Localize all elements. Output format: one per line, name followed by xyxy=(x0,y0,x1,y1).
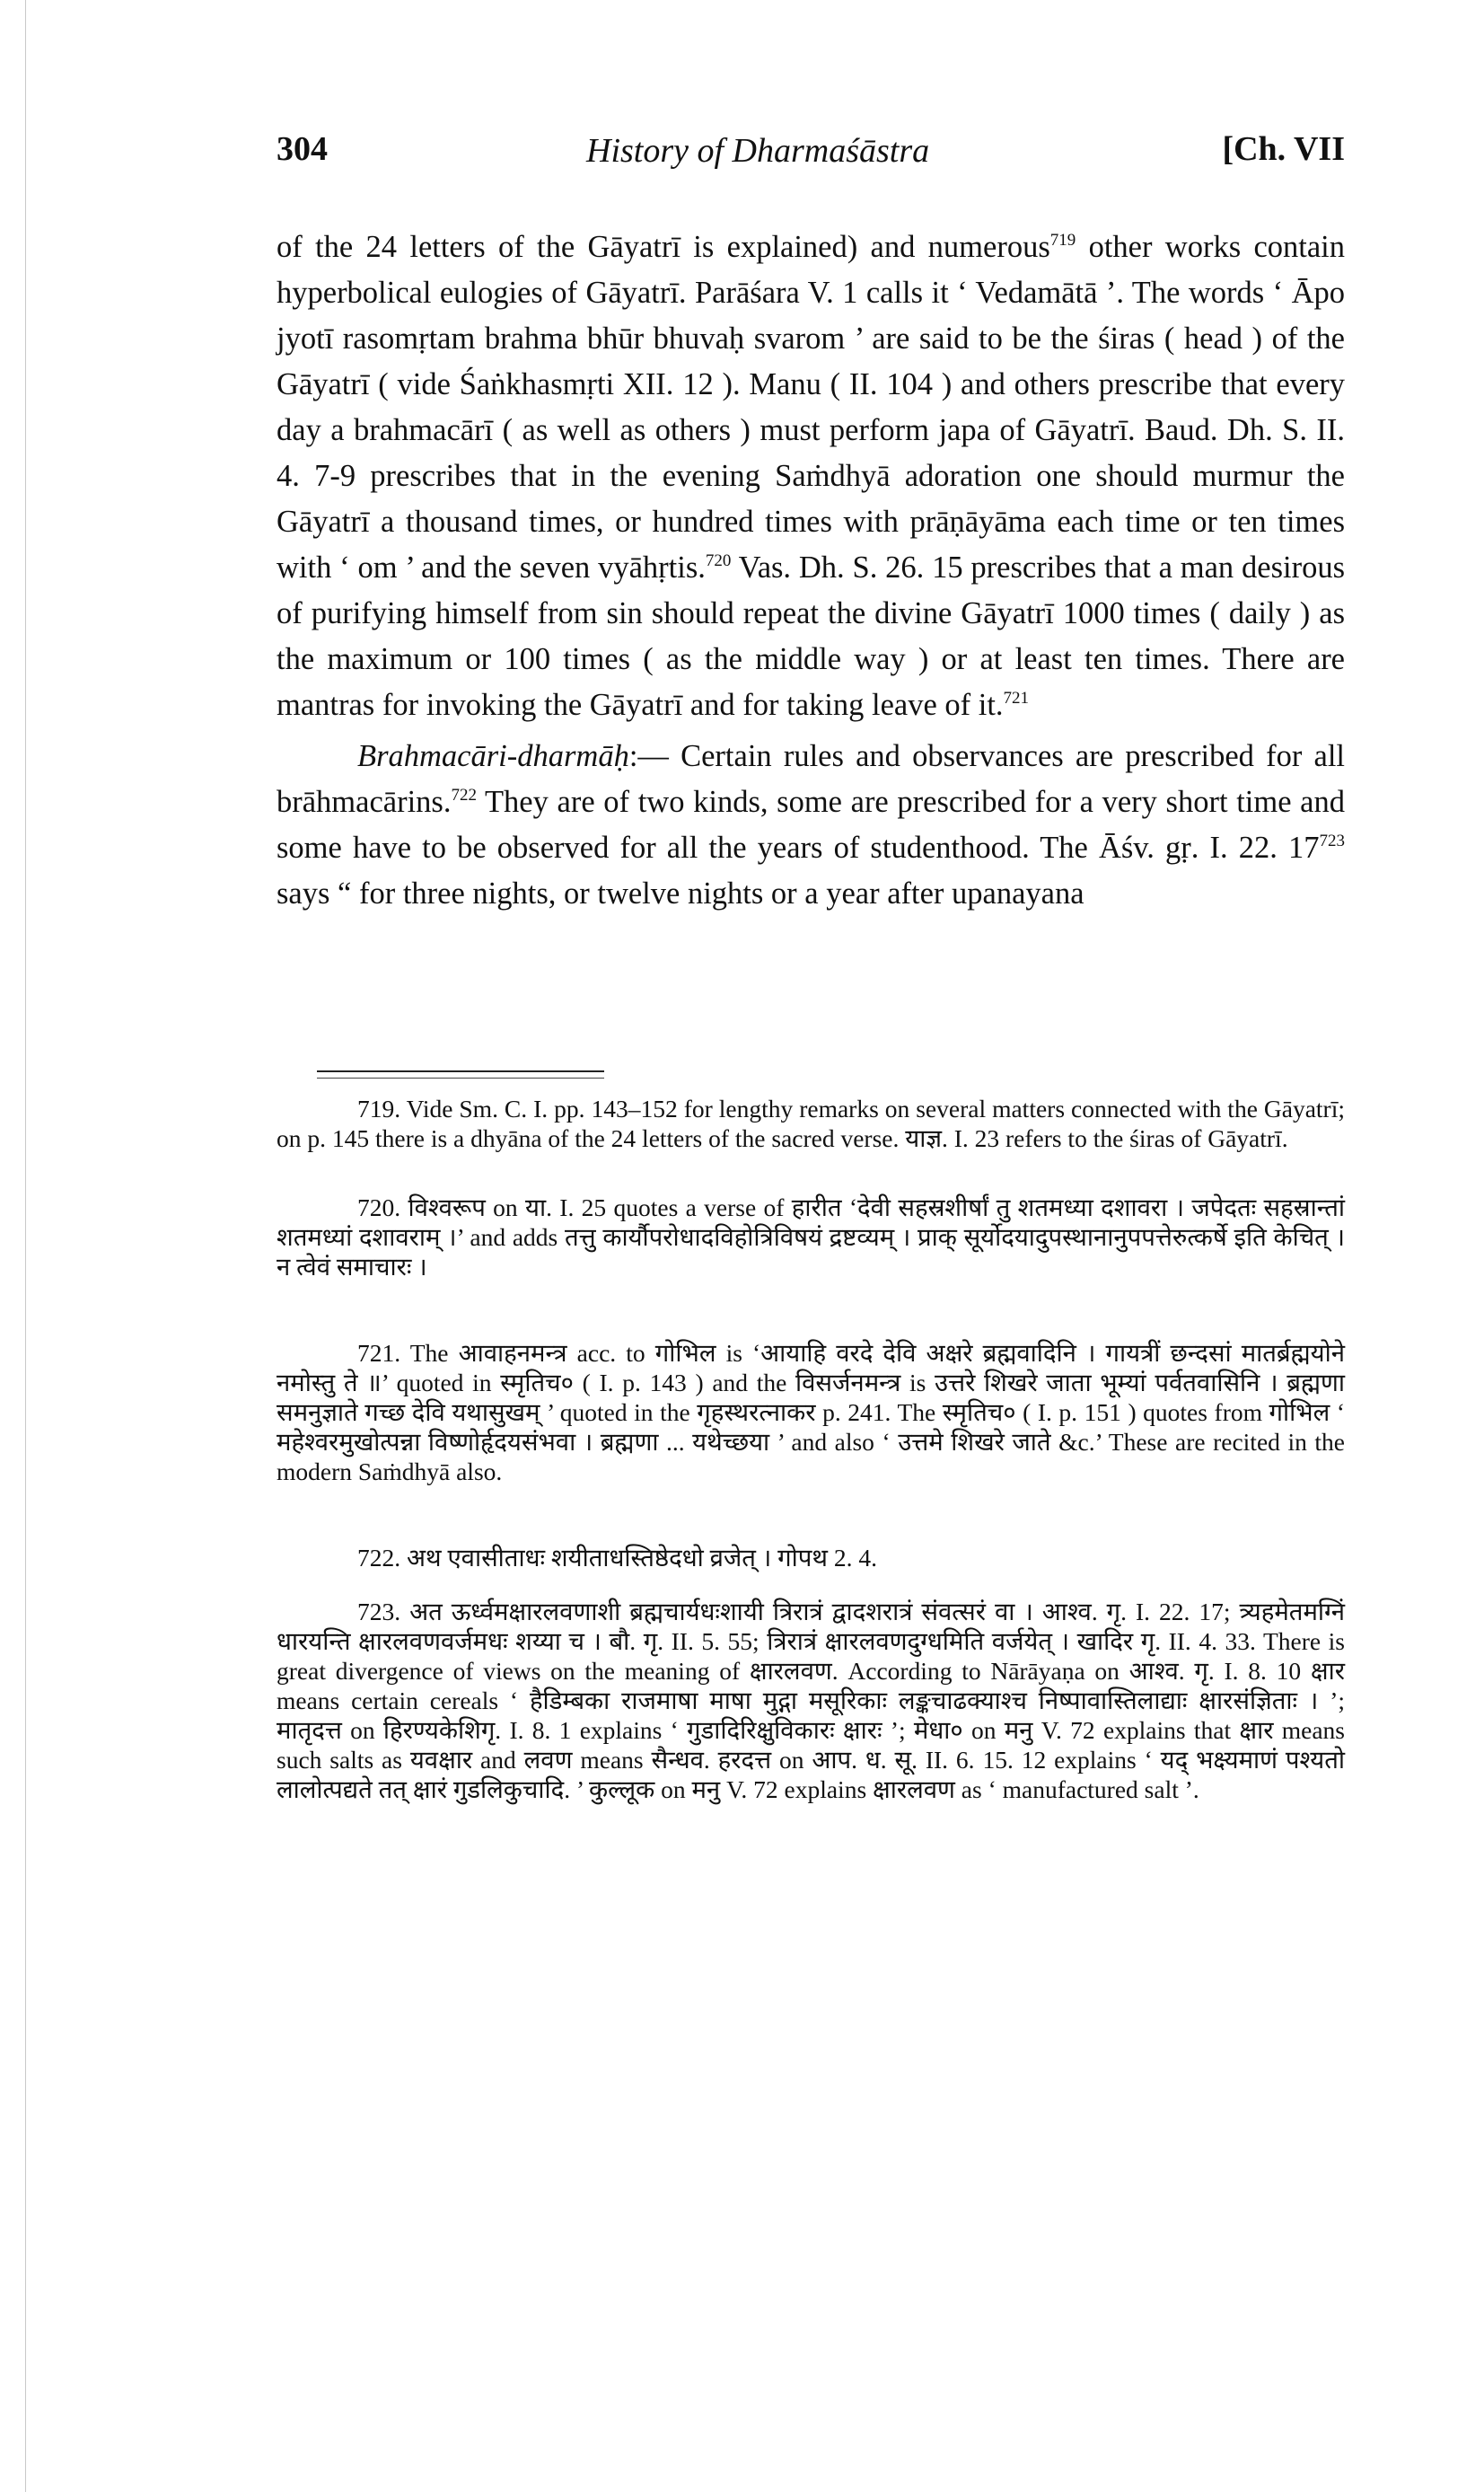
footnote-ref: 723 xyxy=(1319,832,1345,850)
footnote-number: 721. xyxy=(357,1339,401,1367)
page-number: 304 xyxy=(277,130,328,168)
footnote-ref: 720 xyxy=(705,551,732,570)
paragraph-brahmacari xyxy=(277,734,1345,917)
paragraph-text: other works contain hyperbolical eulogies of Gāyatrī. Parāśara V. 1 calls it ‘ Vedamātā ’. The words ‘ Āpo jyotī rasomṛtam brahma bhūr bhuvaḥ svarom ’ are said to be the śiras ( head ) of the Gāyatrī ( vide Śaṅkhasmṛti XII. 12 ). Manu ( II. 104 ) and others prescribe that every day a brahmacārī ( as well as others ) must perform japa of Gāyatrī. Baud. Dh. S. II. 4. 7-9 prescribes that in the evening Saṁdhyā adoration one should murmur the Gāyatrī a thousand times, or hundred times with prāṇāyāma each time or ten times with ‘ om ’ and the seven vyāhṛtis. xyxy=(277,230,1345,585)
paragraph-text: :— Certain rules and observances are prescribed for all brāhmacārins. xyxy=(277,739,1345,819)
paragraph-text: They are of two kinds, some are prescribed for a very short time and some have to be observed for all the years of studenthood. The Āśv. gṛ. I. 22. 17 xyxy=(277,785,1345,865)
footnote-ref: 721 xyxy=(1003,689,1030,708)
footnote-ref: 722 xyxy=(451,786,477,805)
footnote-number: 723. xyxy=(357,1598,401,1625)
footnote-719 xyxy=(277,1094,1345,1153)
chapter-label: [Ch. VII xyxy=(1222,130,1345,168)
footnote-text: Vide Sm. C. I. pp. 143–152 for lengthy remarks on several matters connected with the Gāyatrī; on p. 145 there is a dhyāna of the 24 letters of the sacred verse. याज्ञ. I. 23 refers to the śiras of Gāyatrī. xyxy=(277,1095,1345,1152)
footnote-722 xyxy=(277,1543,1345,1572)
footnote-text: The आवाहनमन्त्र acc. to गोभिल is ‘आयाहि वरदे देवि अक्षरे ब्रह्मवादिनि । गायत्रीं छन्दसां मातर्ब्रह्मयोने नमोस्तु ते ॥’ quoted in स्मृतिच० ( I. p. 143 ) and the विसर्जनमन्त्र is उत्तरे शिखरे जाता भूम्यां पर्वतवासिनि । ब्रह्मणा समनुज्ञाते गच्छ देवि यथासुखम् ’ quoted in the गृहस्थरत्नाकर p. 241. The स्मृतिच० ( I. p. 151 ) quotes from गोभिल ‘ महेश्वरमुखोत्पन्ना विष्णोर्हृदयसंभवा । ब्रह्मणा ... यथेच्छया ’ and also ‘ उत्तमे शिखरे जाते &c.’ These are recited in the modern Saṁdhyā also. xyxy=(277,1339,1345,1485)
main-text xyxy=(277,225,1345,917)
footnote-separator xyxy=(317,1070,604,1072)
footnote-number: 722. xyxy=(357,1544,401,1572)
paragraph-gayatri xyxy=(277,225,1345,728)
page-edge-line xyxy=(25,0,26,2492)
footnote-721 xyxy=(277,1338,1345,1486)
section-heading: Brahmacāri-dharmāḥ xyxy=(357,739,629,773)
running-header xyxy=(277,129,1345,180)
footnote-number: 720. xyxy=(357,1193,401,1221)
footnote-720 xyxy=(277,1193,1345,1281)
paragraph-text: of the 24 letters of the Gāyatrī is explained) and numerous xyxy=(277,230,1050,264)
footnote-separator xyxy=(317,1078,604,1079)
paragraph-text: says “ for three nights, or twelve nights or a year after upanayana xyxy=(277,876,1084,911)
footnote-723 xyxy=(277,1597,1345,1804)
footnote-text: अत ऊर्ध्वमक्षारलवणाशी ब्रह्मचार्यधःशायी त्रिरात्रं द्वादशरात्रं संवत्सरं वा । आश्व. गृ. I. 22. 17; त्र्यहमेतमग्निं धारयन्ति क्षारलवणवर्जमधः शय्या च । बौ. गृ. II. 5. 55; त्रिरात्रं क्षारलवणदुग्धमिति वर्जयेत् । खादिर गृ. II. 4. 33. There is great divergence of views on the meaning of क्षारलवण. According to Nārāyaṇa on आश्व. गृ. I. 8. 10 क्षार means certain cereals ‘ हैडिम्बका राजमाषा माषा मुद्गा मसूरिकाः लङ्कचाढक्याश्च निष्पावास्तिलाद्याः क्षारसंज्ञिताः । ’; मातृदत्त on हिरण्यकेशिगृ. I. 8. 1 explains ‘ गुडादिरिक्षुविकारः क्षारः ’; मेधा० on मनु V. 72 explains that क्षार means such salts as यवक्षार and लवण means सैन्धव. हरदत्त on आप. ध. सू. II. 6. 15. 12 explains ‘ यद् भक्ष्यमाणं पश्यतो लालोत्पद्यते तत् क्षारं गुडलिकुचादि. ’ कुल्लूक on मनु V. 72 explains क्षारलवण as ‘ manufactured salt ’. xyxy=(277,1598,1346,1803)
footnote-text: अथ एवासीताधः शयीताधस्तिष्ठेदधो व्रजेत् । गोपथ 2. 4. xyxy=(407,1544,877,1572)
footnote-text: विश्वरूप on या. I. 25 quotes a verse of हारीत ‘देवी सहस्रशीर्षां तु शतमध्या दशावरा । जपेदतः सहस्रान्तां शतमध्यां दशावराम् ।’ and adds तत्तु कार्यौपरोधादविहोत्रिविषयं द्रष्टव्यम् । प्राक् सूर्योदयादुपस्थानानुपपत्तेरुत्कर्षे इति केचित् । न त्वेवं समाचारः । xyxy=(277,1193,1345,1281)
running-title: History of Dharmaśāstra xyxy=(586,132,930,170)
footnote-number: 719. xyxy=(357,1095,401,1123)
paragraph-text: Vas. Dh. S. 26. 15 prescribes that a man desirous of purifying himself from sin should repeat the divine Gāyatrī 1000 times ( daily ) as the maximum or 100 times ( as the middle way ) or at least ten times. There are mantras for invoking the Gāyatrī and for taking leave of it. xyxy=(277,550,1345,722)
footnote-ref: 719 xyxy=(1049,231,1076,250)
